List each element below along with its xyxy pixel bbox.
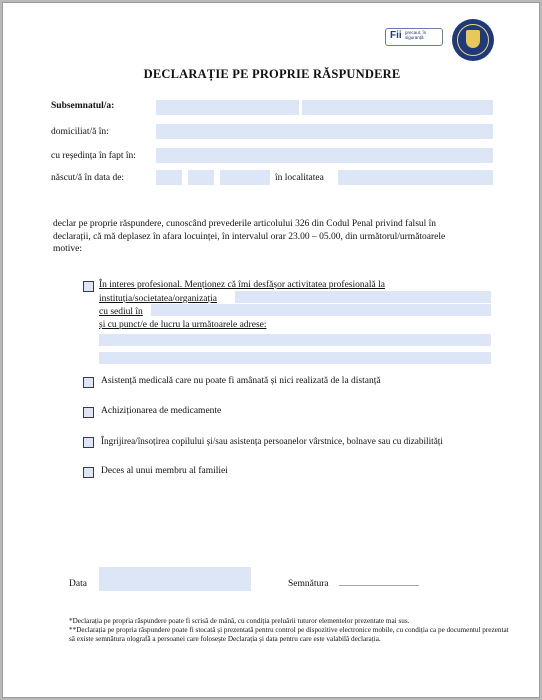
fii-precaut-logo — [385, 28, 443, 46]
document-page — [2, 2, 540, 698]
declaration-text: declar pe proprie răspundere, cunoscând prevederile articolului 326 din Codul Penal privind falsul în declarații, că mă deplasez în afara locuinței, în intervalul orar 23.00 – 05.00, din următorul/următoarele motive: — [53, 219, 446, 254]
footnote-2: **Declarația pe propria răspundere poate fi stocată și prezentată pentru control pe dispozitive electronice mobile, cu condiția ca pe documentul prezentat să existe semnătura olografă a persoanei care folosește Declarația și data pentru care este valabilă declarația. — [69, 626, 509, 643]
government-seal-icon — [452, 19, 494, 61]
birth-year-field[interactable] — [220, 170, 270, 185]
birth-day-field[interactable] — [156, 170, 182, 185]
name-label: Subsemnatul/a: — [51, 101, 115, 111]
medical-checkbox[interactable] — [83, 377, 94, 388]
seat-label: cu sediul în — [99, 307, 143, 317]
signature-label: Semnătura — [288, 579, 329, 589]
date-field[interactable] — [99, 567, 251, 591]
professional-option-label: În interes profesional. Menționez că îmi desfășor activitatea profesională la — [99, 280, 385, 290]
workplace-label: și cu punct/e de lucru la următoarele adrese: — [99, 320, 267, 330]
domicile-label: domiciliat/ă în: — [51, 127, 109, 137]
residence-label: cu reședința în fapt în: — [51, 151, 136, 161]
domicile-field[interactable] — [156, 124, 493, 139]
workplace-address-field-1[interactable] — [99, 334, 491, 346]
seat-field[interactable] — [151, 304, 491, 316]
signature-line: ........................................ — [339, 579, 419, 588]
institution-field[interactable] — [235, 291, 491, 303]
death-option-label: Deces al unui membru al familiei — [101, 466, 228, 476]
fii-logo-text: Fii — [390, 30, 402, 41]
birth-month-field[interactable] — [188, 170, 214, 185]
professional-checkbox[interactable] — [83, 281, 94, 292]
workplace-address-field-2[interactable] — [99, 352, 491, 364]
birth-date-label: născut/ă în data de: — [51, 173, 125, 183]
institution-label: instituția/societatea/organizația — [99, 294, 218, 304]
page-title: DECLARAȚIE PE PROPRIE RĂSPUNDERE — [143, 67, 401, 81]
medical-option-label: Asistență medicală care nu poate fi amânată și nici realizată de la distanță — [101, 376, 381, 386]
medication-checkbox[interactable] — [83, 407, 94, 418]
residence-field[interactable] — [156, 148, 493, 163]
footnotes — [69, 617, 509, 644]
birth-locality-field[interactable] — [338, 170, 493, 185]
seal-crest-icon — [466, 30, 480, 48]
death-checkbox[interactable] — [83, 467, 94, 478]
footnote-1: *Declarația pe propria răspundere poate fi scrisă de mână, cu condiția preluării tuturor elementelor prezentate mai sus. — [69, 617, 410, 625]
date-label: Data — [69, 579, 87, 589]
fii-logo-tagline: precaut, în siguranță — [405, 30, 427, 40]
locality-label: în localitatea — [275, 173, 324, 183]
care-option-label: Îngrijirea/însoțirea copilului și/sau asistența persoanelor vârstnice, bolnave sau cu dizabilități — [101, 436, 443, 446]
medication-option-label: Achiziționarea de medicamente — [101, 406, 222, 416]
first-name-field[interactable] — [302, 100, 493, 115]
surname-field[interactable] — [156, 100, 299, 115]
care-checkbox[interactable] — [83, 437, 94, 448]
